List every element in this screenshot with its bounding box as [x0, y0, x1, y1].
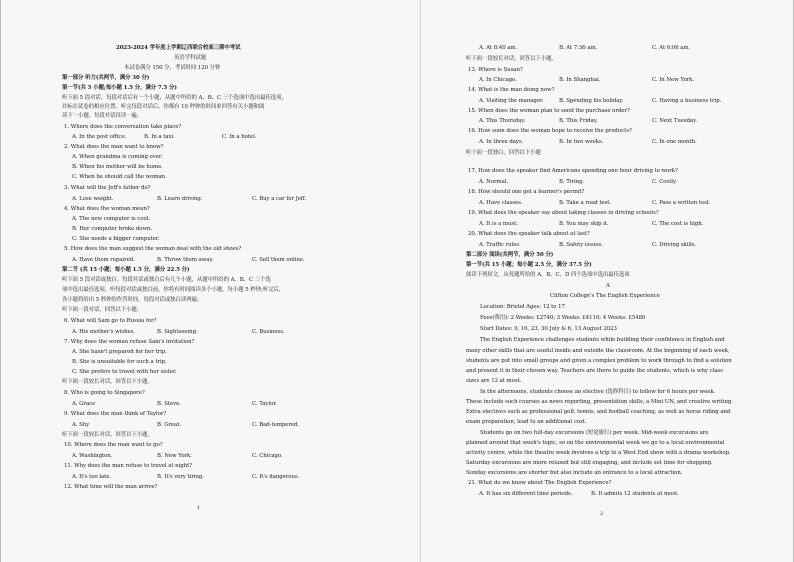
- right-text-line: B. In two weeks.: [559, 139, 604, 145]
- left-text-line: 听下面一段较长对话，回答以下小题。: [62, 432, 153, 438]
- left-text-line: 4. What does the woman mean?: [64, 206, 150, 212]
- right-text-line: In the afternoons, students choose an elective (选修科目) to follow for 6 hours per week.: [480, 389, 716, 395]
- left-text-line: 本试卷满分 150 分，考试时间 120 分钟: [124, 65, 221, 71]
- right-text-line: B. Take a road test.: [559, 200, 612, 206]
- right-text-line: 阅读下列短文，从每题所给的 A、B、C、D 四个选项中选出最佳选项: [466, 272, 630, 278]
- right-text-line: Students go on two full-day excursions (短途旅行) per week. Mid-week excursions are: [480, 430, 709, 436]
- right-text-line: C. In one month.: [652, 139, 697, 145]
- left-text-line: C. Buy a car for Jeff.: [252, 196, 307, 202]
- left-text-line: A. Lose weight.: [72, 196, 114, 202]
- right-text-line: C. Pass a written test.: [652, 200, 711, 206]
- right-text-line: 第二部分 阅读(共两节，满分 50 分): [466, 252, 554, 258]
- right-text-line: Fees(费用): 2 Weeks: £2740; 3 Weeks: £4110; 4 Weeks: £5480: [480, 315, 646, 321]
- right-text-line: 15. When does the woman plan to send the purchase order?: [468, 108, 630, 114]
- left-text-line: 听下面一段较长对话，回答以下小题。: [62, 379, 153, 385]
- left-text-line: B. Learn driving.: [157, 196, 203, 202]
- left-text-line: B. When his mother will be home.: [72, 164, 163, 170]
- left-text-line: C. Sell them online.: [252, 257, 305, 263]
- left-text-line: 第一部分 听力(共两节，满分 30 分): [62, 75, 150, 81]
- right-text-line: planned around that week's topic, so on the environmental week we go to a local environmental: [466, 440, 725, 446]
- right-text-line: A. In three days.: [479, 139, 524, 145]
- left-text-line: C. It's dangerous.: [252, 474, 300, 480]
- left-text-line: C. When he should call the woman.: [72, 174, 167, 180]
- left-text-line: 各小题将给出 5 秒钟的作答时间。每段对话或独白读两遍。: [62, 297, 203, 303]
- right-text-line: Sunday excursions are shorter but also include an entrance to a local attraction.: [466, 470, 683, 476]
- left-text-line: 3. What will the Jeff's father do?: [64, 185, 151, 191]
- left-text-line: 12. What time will the man arrive?: [64, 484, 158, 490]
- left-text-line: C. Chicago.: [252, 453, 283, 459]
- right-text-line: A. It has six different time periods.: [479, 491, 573, 497]
- left-text-line: A. It's too late.: [72, 474, 112, 480]
- right-text-line: C. At 6:06 am.: [652, 45, 691, 51]
- right-text-line: These include such courses as news reporting, presentation skills, a Mini UN, and creative writing.: [466, 399, 733, 405]
- left-text-line: C. She needs a bigger computer.: [72, 236, 160, 242]
- right-text-line: 20. What does the speaker talk about at last?: [468, 231, 590, 237]
- right-text-line: 19. What does the speaker say about taking classes in driving schools?: [468, 210, 659, 216]
- right-text-line: Extra electives such as professional golf, tennis, and football coaching, as well as horse riding and: [466, 409, 731, 415]
- left-text-line: 读下一小题。每段对话仅读一遍。: [62, 113, 143, 119]
- left-text-line: A. When grandma is coming over.: [72, 154, 163, 160]
- left-text-line: A. The new computer is cool.: [72, 216, 150, 222]
- right-text-line: Location: Bristol Ages: 12 to 17: [480, 304, 565, 310]
- right-text-line: A. It is a must.: [479, 221, 518, 227]
- left-text-line: A. Shy: [72, 422, 90, 428]
- left-text-line: C. Taylor.: [252, 401, 277, 407]
- left-text-line: A. In the post office.: [72, 134, 127, 140]
- right-text-line: 16. How soon does the woman hope to receive the products?: [468, 128, 632, 134]
- right-text-line: students are put into small groups and given a complex problem to work through to find a solution: [466, 358, 732, 364]
- left-text-line: B. It's very tiring.: [157, 474, 205, 480]
- left-text-line: B. In a taxi.: [144, 134, 175, 140]
- right-text-line: B. At 7:36 am.: [559, 45, 598, 51]
- right-text-line: C. The cost is high.: [652, 221, 704, 227]
- right-text-line: and present it in their chosen way. Teachers are there to guide the students, which is why class: [466, 368, 723, 374]
- left-text-line: 10. Where does the man want to go?: [64, 442, 163, 448]
- left-text-line: A. Grace: [72, 401, 96, 407]
- left-text-line: B. Great.: [157, 422, 182, 428]
- left-text-line: 2023-2024 学年度上学期辽西联合校高三期中考试: [116, 45, 241, 51]
- right-text-line: A. Have classes.: [479, 200, 523, 206]
- left-text-line: B. Sightseeing.: [157, 329, 198, 335]
- left-text-line: 听下面一段对话，回答以下小题。: [62, 307, 143, 313]
- right-text-line: B. Safety issues.: [559, 242, 603, 248]
- left-text-line: 2. What does the man want to know?: [64, 144, 164, 150]
- page-right: [466, 0, 766, 562]
- right-text-line: A: [606, 283, 610, 289]
- right-text-line: many other skills that are useful inside and outside the classroom. At the beginning of each week,: [466, 348, 730, 354]
- left-text-line: 5. How does the man suggest the woman deal with the old shoes?: [64, 246, 242, 252]
- page-divider: [420, 0, 421, 562]
- right-text-line: B. Tiring.: [559, 179, 585, 185]
- left-text-line: 1. Where does the conversation take place?: [64, 124, 182, 130]
- left-text-line: C. Bad-tempered.: [252, 422, 300, 428]
- right-text-line: sizes are 12 at most.: [466, 378, 522, 384]
- right-text-line: Clifton College's The English Experience: [550, 293, 660, 299]
- right-text-line: 听下面一段较长对话，回答以下小题。: [466, 56, 557, 62]
- scan-edge-left: [0, 0, 1, 562]
- left-text-line: B. Throw them away.: [157, 257, 214, 263]
- left-text-line: 项中选出最佳选项。听每段对话或独白前，你将有时间阅读各个小题，每小题 5 秒钟;听完后，: [62, 287, 285, 293]
- page-number-right: 2: [600, 511, 604, 517]
- right-text-line: C. Having a business trip.: [652, 98, 722, 104]
- right-text-line: C. Costly.: [652, 179, 677, 185]
- right-text-line: C. In New York.: [652, 77, 695, 83]
- left-text-line: C. She prefers to travel with her sister.: [72, 369, 177, 375]
- page-number-left: 1: [197, 505, 201, 511]
- right-text-line: 14. What is the man doing now?: [468, 87, 555, 93]
- right-text-line: C. Driving skills.: [652, 242, 697, 248]
- left-text-line: B. Her computer broke down.: [72, 226, 153, 232]
- left-text-line: 第二节 (共 15 小题；每小题 1.5 分，满分 22.5 分): [62, 267, 190, 273]
- right-text-line: A. Visiting the manager.: [479, 98, 544, 104]
- left-text-line: 9. What does the man think of Taylor?: [64, 411, 167, 417]
- left-text-line: A. Washington.: [72, 453, 113, 459]
- right-text-line: 21. What do we know about The English Experience?: [468, 480, 612, 486]
- left-text-line: C. Business.: [252, 329, 285, 335]
- right-text-line: B. In Shanghai.: [559, 77, 601, 83]
- right-text-line: exam preparation, lead to an additional cost.: [466, 419, 587, 425]
- left-text-line: 11. Why does the man refuse to travel at night?: [64, 463, 193, 469]
- right-text-line: A. Normal.: [479, 179, 509, 185]
- left-text-line: 听下面 5 段对话。每段对话后有一个小题，从题中所给的 A、B、C 三个选项中选出最佳选项，: [62, 95, 287, 101]
- right-text-line: C. Next Tuesday.: [652, 118, 698, 124]
- left-text-line: C. In a hotel.: [222, 134, 257, 140]
- right-text-line: 第一节(共 15 小题；每小题 2.5 分，满分 37.5 分): [466, 262, 592, 268]
- left-text-line: 英语学科试题: [174, 55, 207, 61]
- right-text-line: A. At 8:40 am.: [479, 45, 518, 51]
- left-text-line: 并标在试卷的相应位置。听完每段对话后，你都有 10 秒钟的时间来回答有关小题和阅: [62, 104, 265, 110]
- right-text-line: Saturday excursions are more relaxed but still engaging, and include set time for shopping.: [466, 460, 713, 466]
- left-text-line: 8. Who is going to Singapore?: [64, 390, 145, 396]
- right-text-line: 13. Where is Susan?: [468, 67, 523, 73]
- right-text-line: activity centre, while the theatre week involves a trip to a West End show with a drama workshop.: [466, 450, 731, 456]
- right-text-line: B. Spending his holiday.: [559, 98, 624, 104]
- left-text-line: B. She is unsuitable for such a trip.: [72, 359, 167, 365]
- left-text-line: A. She hasn't prepared for her trip.: [72, 349, 167, 355]
- right-text-line: 听下面一段独白，回答以下小题: [466, 150, 541, 156]
- left-text-line: 7. Why does the woman refuse Sam's invitation?: [64, 339, 195, 345]
- right-text-line: B. You may skip it.: [559, 221, 609, 227]
- right-text-line: Start Dates: 9, 16, 23, 30 July & 6, 13 August 2023: [480, 326, 617, 332]
- left-text-line: B. New York.: [157, 453, 192, 459]
- right-text-line: The English Experience challenges students while building their confidence in English and: [480, 337, 725, 343]
- left-text-line: B. Steve.: [157, 401, 181, 407]
- left-text-line: 第一节(共 5 小题;每小题 1.5 分，满分 7.5 分): [62, 85, 177, 91]
- right-text-line: A. This Thursday.: [479, 118, 526, 124]
- left-text-line: A. Have them repaired.: [72, 257, 135, 263]
- right-text-line: A. In Chicago.: [479, 77, 517, 83]
- left-text-line: A. His mother's wishes.: [72, 329, 136, 335]
- left-text-line: 听下面 5 段对话或独白。每段对话或独白后有几个小题，从题中所给的 A、B、C 三个选: [62, 277, 271, 283]
- page-left: [62, 0, 394, 562]
- right-text-line: A. Traffic rules.: [479, 242, 521, 248]
- right-text-line: B. It admits 12 students at most.: [591, 491, 679, 497]
- right-text-line: B. This Friday.: [559, 118, 598, 124]
- left-text-line: 6. What will Sam go to Russia for?: [64, 318, 157, 324]
- right-text-line: 18. How should one get a learner's permit?: [468, 189, 585, 195]
- right-text-line: 17. How does the speaker find Americans spending one hour driving to work?: [468, 168, 678, 174]
